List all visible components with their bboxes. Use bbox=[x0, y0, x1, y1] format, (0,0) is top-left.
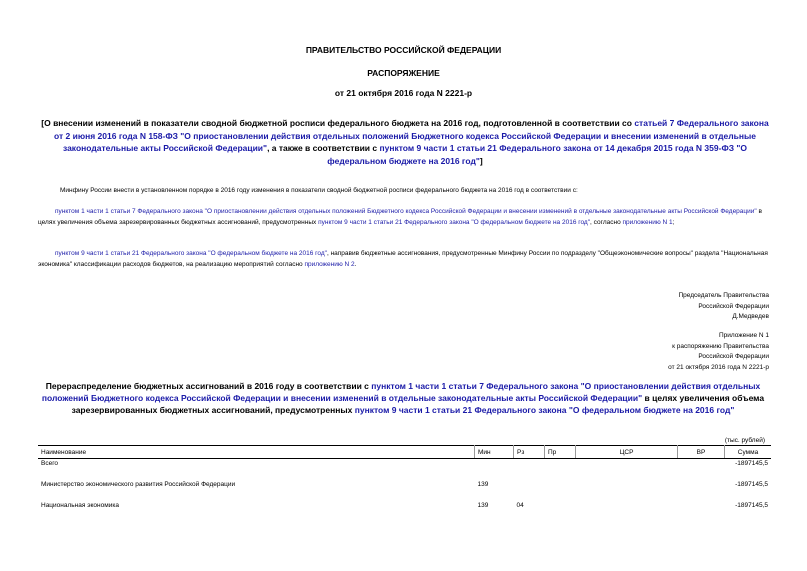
cell-csr bbox=[576, 459, 678, 480]
cell-vr bbox=[678, 459, 725, 480]
table-row bbox=[38, 501, 771, 522]
para3-link-article-21[interactable]: пунктом 9 части 1 статьи 21 Федерального закона "О федеральном бюджете на 2016 год" bbox=[55, 250, 327, 257]
heading-link-article-21[interactable]: пунктом 9 части 1 статьи 21 Федерального закона "О федеральном бюджете на 2016 год" bbox=[354, 405, 735, 415]
intro-block bbox=[40, 117, 770, 167]
col-header-name: Наименование bbox=[38, 446, 475, 459]
cell-csr bbox=[576, 480, 678, 501]
para2-link-appendix-1[interactable]: приложению N 1 bbox=[622, 218, 673, 226]
appendix-country: Российской Федерации bbox=[698, 353, 769, 360]
para3-text-1: , направив бюджетные ассигнования, предусмотренные Минфину России по подразделу "Общеэкономические вопросы" раздела "Национальная экономика" классификации расходов бюджетов, на реализацию мероприятий согласно bbox=[38, 250, 768, 268]
para3-text-2: . bbox=[354, 260, 357, 268]
budget-table bbox=[38, 445, 771, 522]
cell-name: Министерство экономического развития Российской Федерации bbox=[41, 480, 236, 488]
intro-text-1: [О внесении изменений в показатели сводной бюджетной росписи федерального бюджета на 2016 год, подготовленной в соответствии со bbox=[41, 118, 635, 128]
para2-text-3: ; bbox=[672, 218, 675, 226]
appendix-date: от 21 октября 2016 года N 2221-р bbox=[668, 363, 769, 371]
para2-link-article-7[interactable]: пунктом 1 части 1 статьи 7 Федерального закона "О приостановлении действия отдельных положений Бюджетного кодекса Российской Федерации и внесении изменений в отдельные законодательные акты Российской Федерации" bbox=[55, 208, 757, 215]
cell-vr bbox=[678, 501, 725, 522]
para2-link-article-21[interactable]: пунктом 9 части 1 статьи 21 Федерального закона "О федеральном бюджете на 2016 год" bbox=[318, 218, 591, 226]
signature-name: Д.Медведев bbox=[732, 313, 769, 320]
intro-text-2: , а также в соответствии с bbox=[267, 143, 380, 153]
cell-pr bbox=[545, 459, 576, 480]
col-header-pr: Пр bbox=[545, 446, 576, 459]
para3-link-appendix-2[interactable]: приложению N 2 bbox=[304, 260, 355, 268]
body-paragraph-2 bbox=[38, 207, 771, 228]
cell-csr bbox=[576, 501, 678, 522]
col-header-csr: ЦСР bbox=[576, 446, 678, 459]
signature-block bbox=[678, 291, 769, 323]
signature-position: Председатель Правительства bbox=[678, 292, 769, 299]
cell-pr bbox=[545, 501, 576, 522]
cell-vr bbox=[678, 480, 725, 501]
table-header-row bbox=[38, 446, 771, 459]
cell-min: 139 bbox=[477, 480, 489, 488]
intro-link-law-158[interactable]: статьей 7 Федерального закона от 2 июня 2016 года N 158-ФЗ "О приостановлении действия отдельных положений Бюджетного кодекса Российской Федерации и внесении изменений в отдельные законодательные акты Российской Федерации" bbox=[54, 118, 769, 153]
body-paragraph-3 bbox=[38, 249, 771, 270]
col-header-rz: Рз bbox=[514, 446, 545, 459]
intro-text-3: ] bbox=[479, 155, 483, 166]
appendix-ref: к распоряжению Правительства bbox=[672, 342, 769, 350]
heading-link-article-7[interactable]: пунктом 1 части 1 статьи 7 Федерального закона "О приостановлении действия отдельных положений Бюджетного кодекса Российской Федерации и внесении изменений в отдельные законодательные акты Российской Федерации" bbox=[41, 381, 761, 403]
signature-country: Российской Федерации bbox=[698, 302, 769, 310]
document-type: РАСПОРЯЖЕНИЕ bbox=[367, 68, 440, 78]
cell-rz: 04 bbox=[516, 501, 524, 509]
cell-name: Всего bbox=[41, 460, 59, 467]
cell-min bbox=[475, 459, 514, 480]
table-row bbox=[38, 480, 771, 501]
col-header-vr: ВР bbox=[678, 446, 725, 459]
para2-text-2: , согласно bbox=[590, 218, 623, 226]
appendix-block bbox=[668, 331, 769, 373]
government-title: ПРАВИТЕЛЬСТВО РОССИЙСКОЙ ФЕДЕРАЦИИ bbox=[305, 45, 502, 55]
body-paragraph-1: Минфину России внести в установленном порядке в 2016 году изменения в показатели сводной бюджетной росписи федерального бюджета на 2016 год в соответствии с: bbox=[60, 187, 578, 194]
appendix-heading bbox=[38, 380, 768, 416]
table-unit-label: (тыс. рублей) bbox=[724, 437, 765, 444]
table-row bbox=[38, 459, 771, 480]
cell-min: 139 bbox=[477, 501, 489, 509]
intro-link-law-359[interactable]: пунктом 9 части 1 статьи 21 Федерального закона от 14 декабря 2015 года N 359-ФЗ "О федеральном бюджете на 2016 год" bbox=[327, 143, 748, 166]
para2-text-1: в целях увеличения объема зарезервированных бюджетных ассигнований, предусмотренных bbox=[38, 208, 762, 226]
cell-sum: -1897145,5 bbox=[735, 460, 768, 467]
cell-rz bbox=[514, 459, 545, 480]
cell-pr bbox=[545, 480, 576, 501]
col-header-min: Мин bbox=[475, 446, 514, 459]
cell-sum: -1897145,5 bbox=[735, 501, 768, 509]
col-header-sum: Сумма bbox=[725, 446, 772, 459]
heading-text-1: Перераспределение бюджетных ассигнований в 2016 году в соответствии с bbox=[45, 381, 372, 391]
cell-sum: -1897145,5 bbox=[735, 480, 768, 488]
cell-rz bbox=[514, 480, 545, 501]
cell-name: Национальная экономика bbox=[41, 501, 119, 509]
heading-text-2: в целях увеличения объема зарезервированных бюджетных ассигнований, предусмотренных bbox=[71, 393, 765, 415]
document-date: от 21 октября 2016 года N 2221-р bbox=[334, 88, 473, 98]
appendix-title: Приложение N 1 bbox=[718, 332, 769, 339]
